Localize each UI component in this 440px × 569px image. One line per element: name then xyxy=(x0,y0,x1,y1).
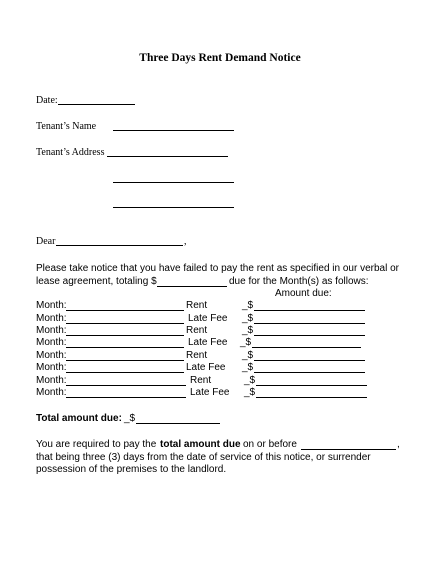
closing-line-1-prefix: You are required to pay the xyxy=(36,439,157,450)
month-row-late-fee-1 xyxy=(36,313,396,326)
fee-type-label: Rent xyxy=(186,325,208,336)
month-label: Month: xyxy=(36,387,67,398)
total-amount-due-field[interactable] xyxy=(136,423,220,424)
amount-field[interactable] xyxy=(254,335,365,336)
amount-field[interactable] xyxy=(252,347,361,348)
dollar-sign: _$ xyxy=(242,313,254,324)
month-field[interactable] xyxy=(66,323,184,324)
notice-line-2-suffix: due for the Month(s) as follows: xyxy=(229,276,369,287)
month-field[interactable] xyxy=(66,360,184,361)
month-label: Month: xyxy=(36,313,67,324)
dollar-sign: _$ xyxy=(240,337,252,348)
dollar-sign: _$ xyxy=(244,375,256,386)
month-label: Month: xyxy=(36,300,67,311)
month-row-rent-2 xyxy=(36,325,396,338)
month-field[interactable] xyxy=(66,335,184,336)
notice-line-1: Please take notice that you have failed to pay the rent as specified in our verbal or xyxy=(36,263,399,274)
month-label: Month: xyxy=(36,362,67,373)
dear-name-field[interactable] xyxy=(56,245,183,246)
tenant-name-field[interactable] xyxy=(113,130,234,131)
dear-comma: , xyxy=(184,236,187,247)
tenant-address-field-1[interactable] xyxy=(107,156,228,157)
month-field[interactable] xyxy=(66,385,186,386)
month-field[interactable] xyxy=(66,397,186,398)
closing-line-2: that being three (3) days from the date of service of this notice, or surrender xyxy=(36,452,371,463)
amount-due-header: Amount due: xyxy=(275,288,332,299)
due-date-field[interactable] xyxy=(301,449,396,450)
fee-type-label: Rent xyxy=(186,300,208,311)
dollar-sign: _$ xyxy=(242,325,254,336)
month-row-rent-4 xyxy=(36,375,396,388)
month-row-late-fee-3 xyxy=(36,362,396,375)
dollar-sign: _$ xyxy=(242,350,254,361)
month-label: Month: xyxy=(36,325,67,336)
date-field[interactable] xyxy=(58,104,135,105)
dollar-sign: _$ xyxy=(244,387,256,398)
total-amount-label: Total amount due: xyxy=(36,413,122,424)
fee-type-label: Late Fee xyxy=(186,362,226,373)
month-row-late-fee-2 xyxy=(36,337,396,350)
tenant-address-label: Tenant’s Address xyxy=(36,147,105,158)
total-dollar-sign: _$ xyxy=(124,413,136,424)
closing-line-1-bold: total amount due xyxy=(160,439,241,450)
page-title: Three Days Rent Demand Notice xyxy=(139,52,301,64)
month-row-rent-3 xyxy=(36,350,396,363)
fee-type-label: Late Fee xyxy=(188,337,228,348)
month-label: Month: xyxy=(36,337,67,348)
amount-field[interactable] xyxy=(256,397,367,398)
closing-line-1-suffix: on or before xyxy=(243,439,297,450)
amount-field[interactable] xyxy=(254,372,365,373)
closing-line-1-end: , xyxy=(397,439,400,450)
dear-label: Dear xyxy=(36,236,56,247)
date-label: Date: xyxy=(36,95,58,106)
dollar-sign: _$ xyxy=(242,300,254,311)
dollar-sign: _$ xyxy=(242,362,254,373)
month-field[interactable] xyxy=(66,310,184,311)
amount-field[interactable] xyxy=(254,323,365,324)
fee-type-label: Late Fee xyxy=(190,387,230,398)
tenant-address-field-3[interactable] xyxy=(113,207,234,208)
fee-type-label: Rent xyxy=(190,375,212,386)
tenant-name-label: Tenant’s Name xyxy=(36,121,97,132)
fee-type-label: Rent xyxy=(186,350,208,361)
month-label: Month: xyxy=(36,350,67,361)
total-amount-field[interactable] xyxy=(157,286,227,287)
notice-line-2-prefix: lease agreement, totaling $ xyxy=(36,276,157,287)
month-field[interactable] xyxy=(66,347,184,348)
tenant-address-field-2[interactable] xyxy=(113,182,234,183)
month-field[interactable] xyxy=(66,372,184,373)
amount-field[interactable] xyxy=(256,385,367,386)
closing-line-3: possession of the premises to the landlord. xyxy=(36,464,227,475)
amount-field[interactable] xyxy=(254,360,365,361)
month-label: Month: xyxy=(36,375,67,386)
month-row-late-fee-4 xyxy=(36,387,396,400)
fee-type-label: Late Fee xyxy=(188,313,228,324)
amount-field[interactable] xyxy=(254,310,365,311)
month-row-rent-1 xyxy=(36,300,396,313)
